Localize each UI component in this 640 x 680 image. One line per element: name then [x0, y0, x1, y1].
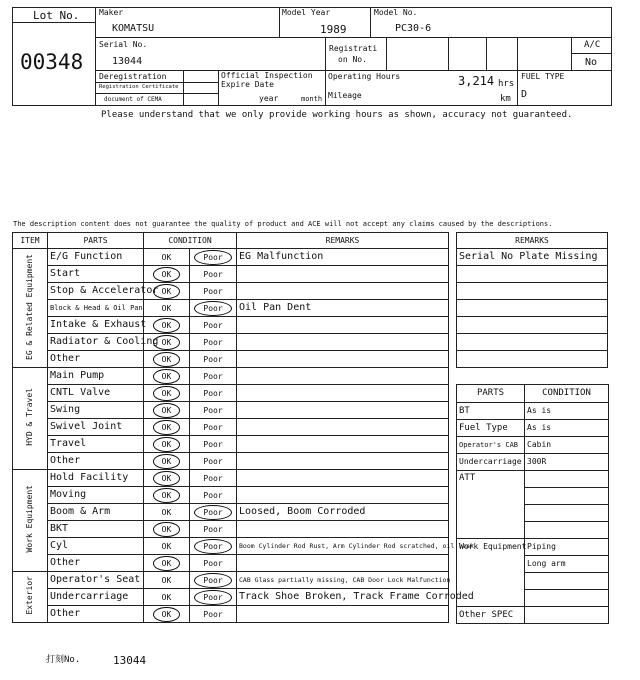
ac-value: No	[585, 57, 598, 68]
table-row	[13, 453, 449, 470]
remarks-cell: CAB Glass partially missing, CAB Door Lock Malfunction	[237, 572, 449, 589]
table-row	[13, 606, 449, 623]
condition-poor: Poor	[203, 473, 223, 483]
other-spec-label: Other SPEC	[457, 607, 525, 624]
table-row	[13, 317, 449, 334]
condition-poor: Poor	[203, 337, 223, 347]
table-row	[13, 300, 449, 317]
remarks-cell	[237, 402, 449, 419]
part-name: Intake & Exhaust	[48, 317, 144, 334]
fuel-type-side-label: Fuel Type	[457, 420, 525, 437]
undercarriage-side-value: 300R	[525, 454, 609, 471]
table-row	[13, 504, 449, 521]
year-label: year	[259, 94, 279, 103]
remarks-cell: Oil Pan Dent	[237, 300, 449, 317]
condition-poor: Poor	[203, 269, 223, 279]
operator-cab-value: Cabin	[525, 437, 609, 454]
condition-ok: OK	[153, 454, 181, 469]
work-equipment-value: Piping	[525, 539, 609, 556]
fuel-type-side-value: As is	[525, 420, 609, 437]
side-remarks-table	[456, 232, 608, 368]
part-name: CNTL Valve	[48, 385, 144, 402]
part-name: Swivel Joint	[48, 419, 144, 436]
operator-cab-label: Operator's CAB	[457, 437, 525, 454]
expire-date-label: Expire Date	[221, 80, 274, 89]
part-name: Operator's Seat	[48, 572, 144, 589]
remarks-cell	[237, 470, 449, 487]
deregistration-label: Deregistration	[99, 72, 167, 81]
condition-ok: OK	[161, 507, 172, 517]
serial-no-value: 13044	[112, 56, 143, 67]
remarks-cell	[237, 385, 449, 402]
serial-no-label: Serial No.	[99, 40, 148, 49]
condition-ok: OK	[153, 335, 181, 350]
condition-ok: OK	[161, 592, 172, 602]
bt-label: BT	[457, 403, 525, 420]
item-group-label: Work Equipment	[25, 485, 34, 553]
side-remark	[457, 283, 608, 300]
table-row	[13, 402, 449, 419]
undercarriage-side-label: Undercarriage	[457, 454, 525, 471]
side-remark	[457, 300, 608, 317]
table-row	[13, 487, 449, 504]
table-row	[13, 419, 449, 436]
side-col-parts: PARTS	[457, 385, 525, 403]
item-group	[13, 249, 48, 368]
condition-ok: OK	[153, 318, 181, 333]
table-row	[13, 368, 449, 385]
table-row	[13, 283, 449, 300]
remarks-cell	[237, 351, 449, 368]
hrs-label: hrs	[498, 79, 515, 89]
condition-poor: Poor	[203, 456, 223, 466]
part-name: Cyl	[48, 538, 144, 555]
part-name: Hold Facility	[48, 470, 144, 487]
item-group	[13, 572, 48, 623]
table-row	[13, 266, 449, 283]
table-row	[13, 470, 449, 487]
operating-hours-value: 3,214	[458, 74, 495, 88]
part-name: Boom & Arm	[48, 504, 144, 521]
part-name: Travel	[48, 436, 144, 453]
condition-poor: Poor	[203, 609, 223, 619]
condition-poor: Poor	[203, 439, 223, 449]
condition-poor: Poor	[194, 505, 231, 520]
description-note: The description content does not guarantee the quality of product and ACE will not accept any claims caused by the descriptions.	[13, 220, 553, 228]
work-equipment-value: Long arm	[525, 556, 609, 573]
remarks-cell	[237, 555, 449, 572]
condition-poor: Poor	[203, 558, 223, 568]
side-remark	[457, 317, 608, 334]
table-row	[13, 521, 449, 538]
condition-poor: Poor	[203, 354, 223, 364]
remarks-cell	[237, 419, 449, 436]
col-remarks: REMARKS	[237, 233, 449, 249]
part-name: BKT	[48, 521, 144, 538]
remarks-cell	[237, 487, 449, 504]
month-label: month	[301, 95, 323, 103]
model-year-label: Model Year	[282, 8, 331, 17]
remarks-cell: Loosed, Boom Corroded	[237, 504, 449, 521]
part-name: Block & Head & Oil Pan	[48, 300, 144, 317]
condition-ok: OK	[153, 488, 181, 503]
remarks-cell: Track Shoe Broken, Track Frame Corroded	[237, 589, 449, 606]
part-name: Undercarriage	[48, 589, 144, 606]
table-row	[13, 538, 449, 555]
side-remark	[457, 351, 608, 368]
condition-ok: OK	[153, 267, 181, 282]
remarks-cell	[237, 436, 449, 453]
model-no-label: Model No.	[374, 8, 418, 17]
condition-ok: OK	[161, 541, 172, 551]
condition-ok: OK	[153, 556, 181, 571]
condition-ok: OK	[153, 386, 181, 401]
remarks-cell	[237, 453, 449, 470]
ac-label: A/C	[584, 40, 601, 50]
item-group-label: Exterior	[25, 576, 34, 615]
condition-poor: Poor	[194, 539, 231, 554]
side-remark	[457, 266, 608, 283]
remarks-cell	[237, 521, 449, 538]
condition-poor: Poor	[203, 286, 223, 296]
stamp-no-label: 打刻No.	[46, 655, 81, 665]
model-no-value: PC30-6	[395, 23, 432, 34]
maker-value: KOMATSU	[112, 23, 155, 34]
remarks-cell	[237, 334, 449, 351]
condition-ok: OK	[153, 369, 181, 384]
condition-ok: OK	[153, 607, 181, 622]
part-name: Swing	[48, 402, 144, 419]
remarks-cell	[237, 368, 449, 385]
part-name: Radiator & Cooling	[48, 334, 144, 351]
condition-poor: Poor	[203, 524, 223, 534]
remarks-cell	[237, 283, 449, 300]
condition-poor: Poor	[203, 490, 223, 500]
side-remarks-title: REMARKS	[457, 233, 608, 249]
condition-poor: Poor	[194, 590, 231, 605]
condition-ok: OK	[153, 471, 181, 486]
condition-ok: OK	[161, 252, 172, 262]
col-item: ITEM	[13, 233, 48, 249]
item-group-label: EG & Related Equipment	[25, 253, 34, 360]
condition-ok: OK	[153, 284, 181, 299]
side-remark: Serial No Plate Missing	[457, 249, 608, 266]
maker-label: Maker	[99, 8, 124, 17]
table-row	[13, 385, 449, 402]
stamp-no-value: 13044	[113, 654, 147, 667]
lot-no-value: 00348	[20, 50, 84, 74]
condition-poor: Poor	[194, 301, 231, 316]
official-inspection-label: Official Inspection	[221, 71, 313, 80]
remarks-cell: EG Malfunction	[237, 249, 449, 266]
col-parts: PARTS	[48, 233, 144, 249]
condition-poor: Poor	[203, 320, 223, 330]
remarks-cell	[237, 317, 449, 334]
table-row	[13, 436, 449, 453]
att-label: ATT	[457, 471, 525, 539]
model-year-value: 1989	[320, 23, 347, 36]
part-name: Start	[48, 266, 144, 283]
condition-ok: OK	[161, 303, 172, 313]
lot-no-label: Lot No.	[33, 9, 80, 22]
condition-poor: Poor	[203, 405, 223, 415]
part-name: E/G Function	[48, 249, 144, 266]
km-label: km	[500, 94, 511, 104]
side-remark	[457, 334, 608, 351]
mileage-label: Mileage	[328, 91, 362, 100]
hours-note: Please understand that we only provide working hours as shown, accuracy not guaranteed.	[101, 110, 573, 120]
item-group-label: HYD & Travel	[25, 388, 34, 446]
table-row	[13, 555, 449, 572]
col-condition: CONDITION	[144, 233, 237, 249]
remarks-cell	[237, 266, 449, 283]
registration-label-2: on No.	[338, 55, 367, 64]
document-of-cema-label: document of CEMA	[104, 96, 162, 103]
operating-hours-label: Operating Hours	[328, 72, 401, 81]
condition-poor: Poor	[203, 388, 223, 398]
condition-ok: OK	[153, 522, 181, 537]
table-row	[13, 249, 449, 266]
condition-ok: OK	[153, 420, 181, 435]
table-row	[13, 589, 449, 606]
condition-ok: OK	[153, 403, 181, 418]
part-name: Moving	[48, 487, 144, 504]
part-name: Other	[48, 606, 144, 623]
condition-poor: Poor	[194, 573, 231, 588]
table-row	[13, 572, 449, 589]
condition-poor: Poor	[203, 371, 223, 381]
condition-poor: Poor	[194, 250, 231, 265]
fuel-type-label: FUEL TYPE	[521, 72, 565, 81]
part-name: Other	[48, 453, 144, 470]
fuel-type-value: D	[521, 89, 528, 100]
condition-ok: OK	[153, 437, 181, 452]
condition-ok: OK	[161, 575, 172, 585]
side-col-condition: CONDITION	[525, 385, 609, 403]
part-name: Stop & Accelerator	[48, 283, 144, 300]
remarks-cell: Boom Cylinder Rod Rust, Arm Cylinder Rod scratched, oil leak	[237, 538, 449, 555]
registration-certificate-label: Registration Certificate	[99, 84, 179, 90]
condition-poor: Poor	[203, 422, 223, 432]
part-name: Other	[48, 351, 144, 368]
part-name: Main Pump	[48, 368, 144, 385]
table-row	[13, 351, 449, 368]
item-group	[13, 470, 48, 572]
work-equipment-side-label: Work Equipment	[457, 539, 525, 607]
side-parts-table	[456, 384, 609, 624]
bt-value: As is	[525, 403, 609, 420]
table-row	[13, 334, 449, 351]
item-group	[13, 368, 48, 470]
registration-label: Registrati	[329, 44, 378, 53]
remarks-cell	[237, 606, 449, 623]
condition-ok: OK	[153, 352, 181, 367]
part-name: Other	[48, 555, 144, 572]
